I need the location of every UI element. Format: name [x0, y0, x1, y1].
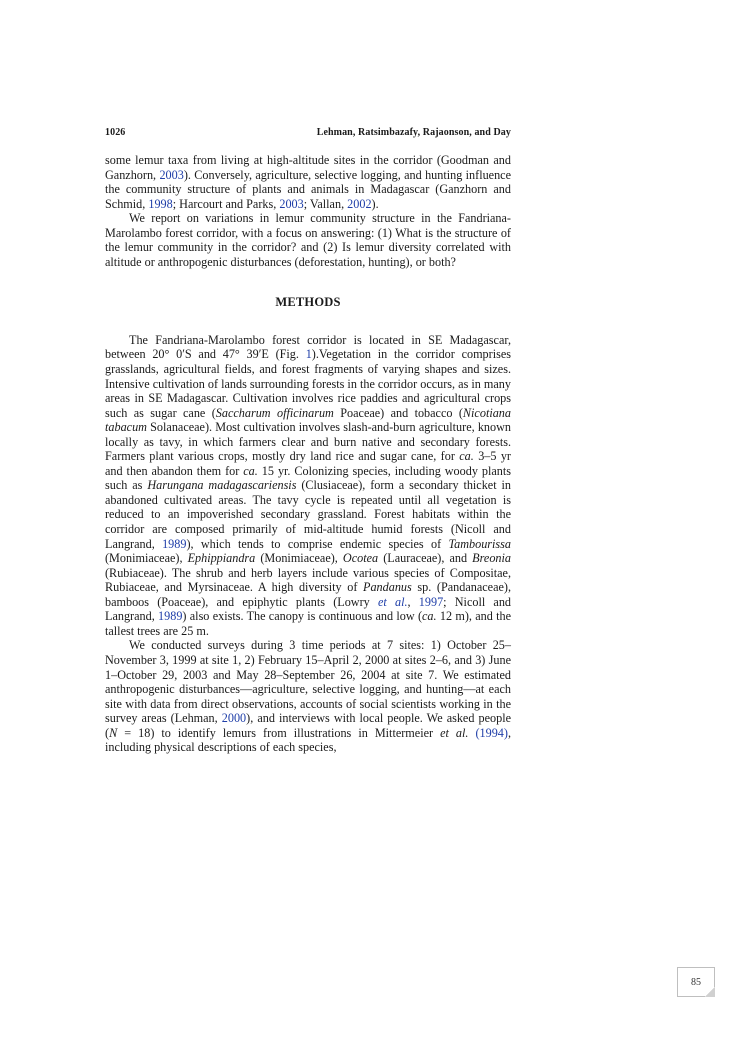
citation-link[interactable]: 2003: [159, 167, 184, 182]
citation-link[interactable]: (1994): [475, 725, 508, 740]
citation-link[interactable]: 1998: [148, 196, 173, 211]
text-run: (Monimiaceae),: [255, 551, 343, 566]
figure-link[interactable]: 1: [305, 347, 312, 362]
page-badge[interactable]: [677, 967, 715, 997]
text-run: ), which tends to comprise endemic species of: [186, 536, 449, 551]
text-run: (Clusiaceae), form a secondary thicket in abandoned cultivated areas. The tavy cycle is repeated until all vegetation is reduced to an impoverished secondary grassland. Forest habitats within the corridor are composed primarily of mid-altitude humid forests (Nicoll and Langrand,: [105, 478, 511, 551]
citation-link[interactable]: 2003: [279, 196, 304, 211]
page-badge-number: 85: [691, 976, 701, 988]
genus-name: Tambourissa: [448, 536, 511, 551]
italic-text: ca.: [422, 609, 437, 624]
section-heading-methods: METHODS: [275, 295, 341, 310]
text-run: ,: [407, 594, 419, 609]
text-run: ), and interviews with local people. We asked people (: [105, 711, 511, 740]
text-run: ).Vegetation in the corridor comprises grasslands, agricultural fields, and forest fragments of varying shapes and sizes. Intensive cultivation of lands surrounding forests in the corridor occurs, as in many areas in SE Madagascar. Cultivation involves rice paddies and agricultural crops such as sugar cane (: [105, 347, 511, 420]
genus-name: Ephippiandra: [187, 551, 256, 566]
citation-link[interactable]: 2002: [347, 196, 372, 211]
text-run: ; Harcourt and Parks,: [172, 196, 280, 211]
text-run: Solanaceae). Most cultivation involves slash-and-burn agriculture, known locally as tavy, in which farmers clear and burn native and secondary forests. Farmers plant various crops, mostly dry land rice and sugar cane, for: [105, 420, 511, 464]
paragraph-intro-continued: [105, 153, 511, 211]
text-run: ) also exists. The canopy is continuous and low (: [182, 609, 423, 624]
species-name: Harungana madagascariensis: [147, 478, 297, 493]
italic-text: ca.: [243, 463, 258, 478]
article-body: [105, 153, 511, 755]
italic-text: ca.: [459, 449, 474, 464]
text-run: some lemur taxa from living at high-altitude sites in the corridor (Goodman and Ganzhorn,: [105, 153, 511, 182]
text-run: ).: [371, 196, 379, 211]
genus-name: Pandanus: [363, 580, 412, 595]
page-number: 1026: [105, 127, 126, 138]
italic-text: N: [109, 725, 118, 740]
text-run: 15 yr. Colonizing species, including woody plants such as: [105, 463, 511, 493]
text-run: , including physical descriptions of each species,: [105, 725, 512, 755]
running-authors: Lehman, Ratsimbazafy, Rajaonson, and Day: [316, 127, 511, 138]
text-run: The Fandriana-Marolambo forest corridor is located in SE Madagascar, between 20° 0′S and 47° 39′E (Fig.: [105, 332, 511, 362]
text-run: ; Vallan,: [303, 196, 348, 211]
text-run: We conducted surveys during 3 time periods at 7 sites: 1) October 25–November 3, 1999 at site 1, 2) February 15–April 2, 2000 at sites 2–6, and 3) June 1–October 29, 2003 and May 28–September 26, 2004 at site 7. We estimated anthropogenic disturbances—agriculture, selective logging, and hunting—at each site with data from direct observations, accounts of social scientists working in the survey areas (Lehman,: [105, 638, 511, 726]
page-curl-icon: [705, 987, 715, 997]
paragraph-survey-periods: [105, 638, 511, 754]
genus-name: Ocotea: [342, 551, 379, 566]
citation-link[interactable]: 1997: [418, 594, 444, 609]
text-run: (Rubiaceae). The shrub and herb layers include various species of Compositae, Rubiaceae, and Myrsinaceae. A high diversity of: [105, 565, 511, 595]
paragraph-study-site: [105, 333, 511, 638]
text-run: ). Conversely, agriculture, selective logging, and hunting influence the community structure of plants and animals in Madagascar (Ganzhorn and Schmid,: [105, 167, 511, 211]
citation-link[interactable]: 1989: [162, 536, 187, 551]
citation-link[interactable]: 1989: [158, 609, 183, 624]
text-run: = 18) to identify lemurs from illustrations in Mittermeier: [117, 725, 441, 740]
text-run: Poaceae) and tobacco (: [333, 405, 463, 420]
text-run: 12 m), and the tallest trees are 25 m.: [105, 609, 511, 638]
citation-etal: et al.: [377, 594, 408, 609]
species-name: Saccharum officinarum: [215, 405, 334, 420]
paragraph-research-questions: We report on variations in lemur community structure in the Fandriana-Marolambo forest corridor, with a focus on answering: (1) What is the structure of the lemur community in the corridor? and (2) Is lemur diversity correlated with altitude or anthropogenic disturbances (deforestation, hunting), or both?: [105, 211, 511, 269]
text-run: ; Nicoll and Langrand,: [105, 594, 512, 624]
text-run: 3–5 yr and then abandon them for: [105, 449, 511, 478]
text-run: (Lauraceae), and: [378, 551, 473, 566]
species-name: Nicotiana tabacum: [105, 405, 511, 435]
genus-name: Breonia: [472, 551, 511, 566]
italic-text: et al.: [440, 725, 469, 740]
text-run: (Monimiaceae),: [105, 551, 188, 566]
text-run: sp. (Pandanaceae), bamboos (Poaceae), and epiphytic plants (Lowry: [105, 580, 511, 609]
citation-link[interactable]: 2000: [221, 711, 247, 726]
